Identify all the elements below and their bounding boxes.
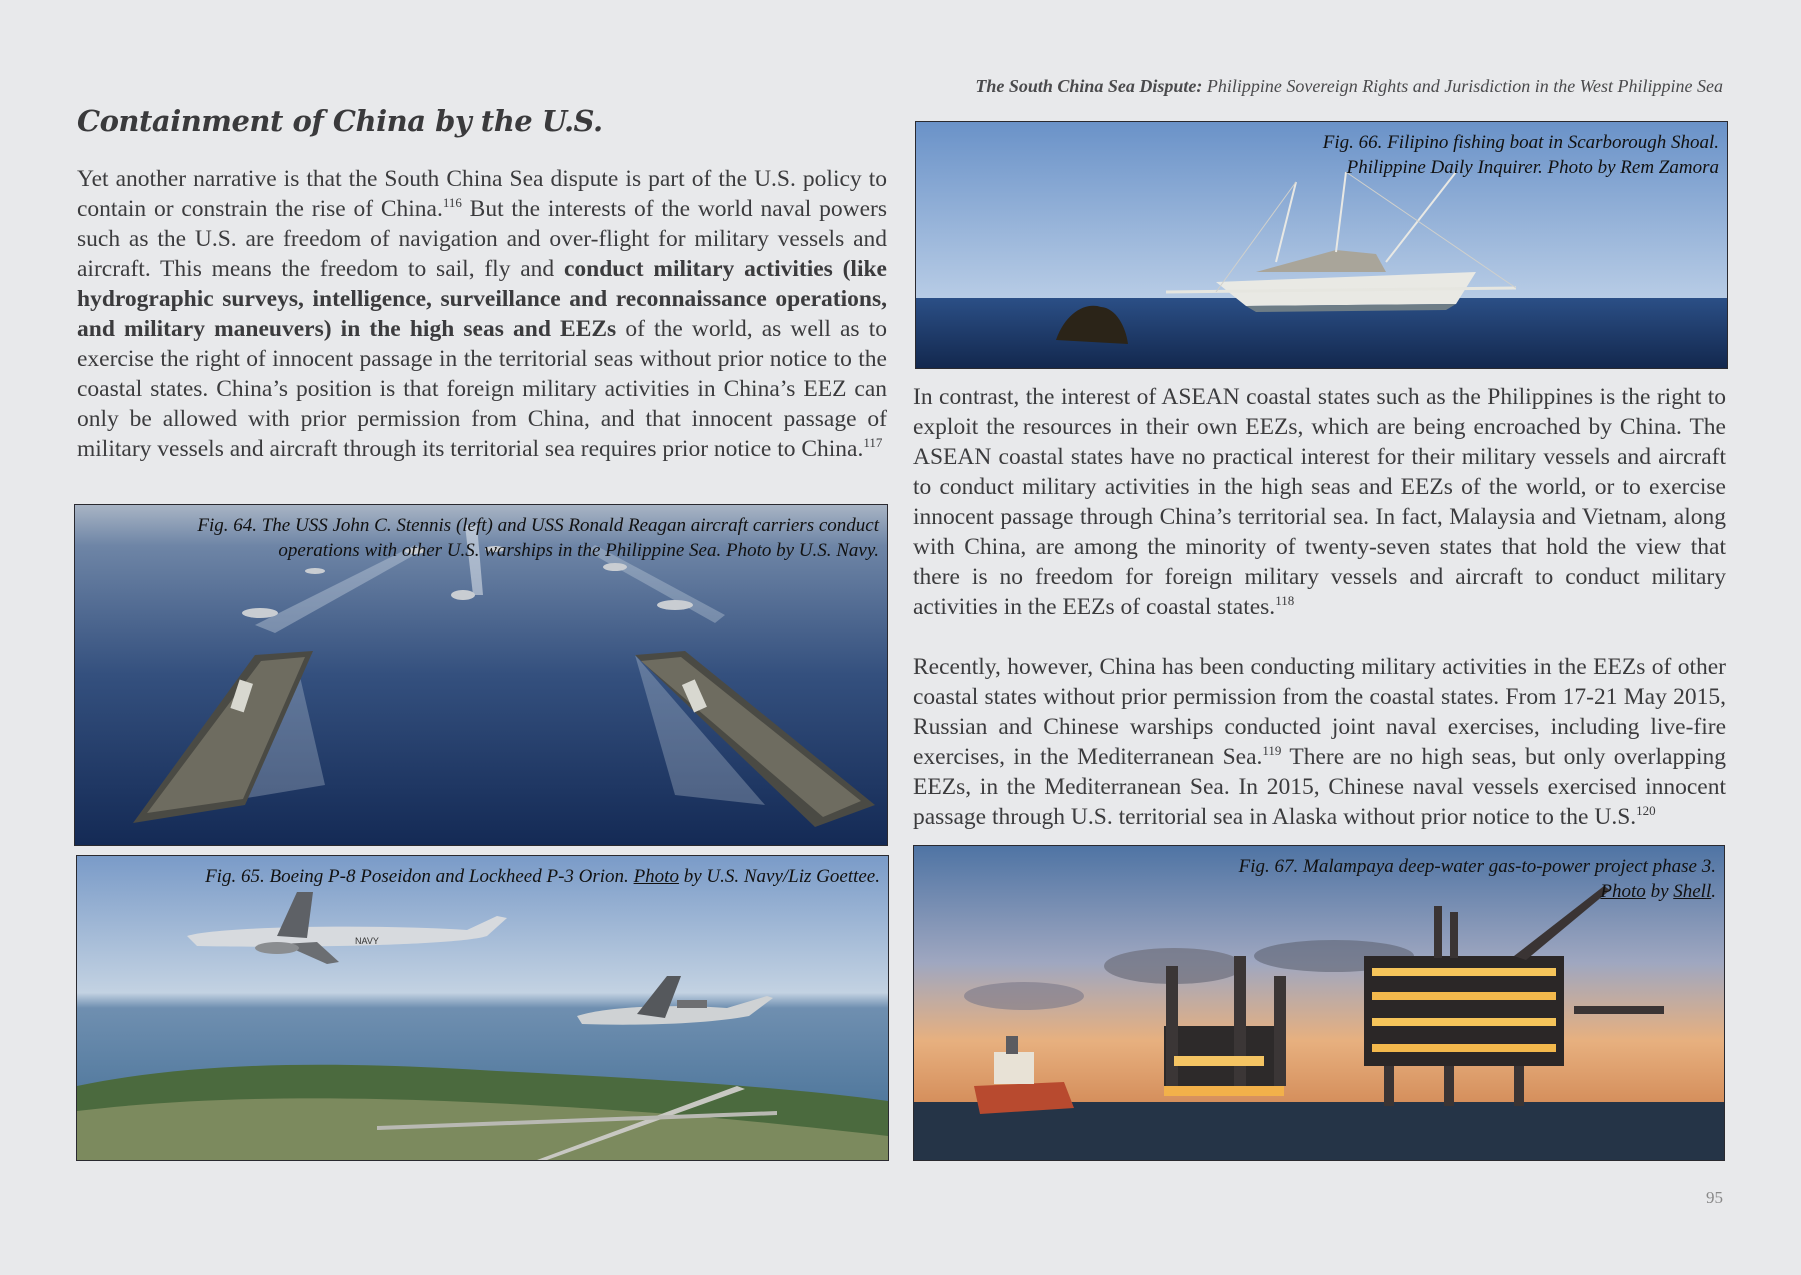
figure-67-caption-line-1: Fig. 67. Malampaya deep-water gas-to-power project phase 3. (1238, 856, 1716, 877)
running-head-subtitle: Philippine Sovereign Rights and Jurisdiction in the West Philippine Sea (1202, 76, 1723, 96)
footnote-ref-117[interactable]: 117 (863, 435, 883, 451)
right-paragraph-1 (913, 382, 1726, 622)
footnote-ref-118[interactable]: 118 (1275, 593, 1295, 609)
footnote-ref-119[interactable]: 119 (1262, 743, 1282, 759)
left-paragraph (77, 164, 887, 464)
left-paragraph-text-2: But the interests of the world naval powers such as the U.S. are freedom of navigation and over-flight for military vessels and aircraft. This means the freedom to sail, fly and (77, 196, 887, 282)
figure-64 (74, 504, 888, 846)
right-paragraph-2-text-1: Recently, however, China has been conducting military activities in the EEZs of other coastal states without prior permission from the coastal states. From 17-21 May 2015, Russian and Chinese warships conducted joint naval exercises, including live-fire exercises, in the Mediterranean Sea. (913, 654, 1726, 770)
figure-66 (915, 121, 1728, 369)
figure-65-caption (205, 864, 880, 889)
figure-65-photo-link[interactable]: Photo (633, 866, 679, 887)
figure-65-caption-credit: by U.S. Navy/Liz Goettee. (678, 866, 880, 887)
left-paragraph-text-3: of the world, as well as to exercise the right of innocent passage in the territorial seas without prior notice to the coastal states. China’s position is that foreign military activities in China’s EEZ can only be allowed with prior permission from China, and that innocent passage of military vessels and aircraft through its territorial sea requires prior notice to China. (77, 316, 887, 462)
navy-marking: NAVY (355, 936, 379, 946)
figure-67 (913, 845, 1725, 1161)
figure-67-shell-link[interactable]: Shell (1673, 881, 1712, 902)
running-head-book-title: The South China Sea Dispute: (975, 76, 1203, 96)
figure-64-caption-line-1: Fig. 64. The USS John C. Stennis (left) and USS Ronald Reagan aircraft carriers conduct (197, 515, 879, 536)
figure-67-by: by (1645, 881, 1674, 902)
figure-67-caption-line-2 (1239, 879, 1716, 904)
figure-66-caption-line-2: Philippine Daily Inquirer. Photo by Rem Zamora (1346, 157, 1719, 178)
right-paragraph-2-text-2: There are no high seas, but only overlapping EEZs, in the Mediterranean Sea. In 2015, Chinese naval vessels exercised innocent passage through U.S. territorial sea in Alaska without prior notice to the U.S. (913, 744, 1726, 830)
footnote-ref-116[interactable]: 116 (442, 195, 462, 211)
figure-65-photo (77, 856, 888, 1160)
footnote-ref-120[interactable]: 120 (1636, 803, 1656, 819)
running-head (975, 76, 1723, 97)
figure-64-caption-line-2: operations with other U.S. warships in the Philippine Sea. Photo by U.S. Navy. (278, 540, 879, 561)
figure-67-photo-link[interactable]: Photo (1600, 881, 1646, 902)
figure-65-caption-text: Fig. 65. Boeing P-8 Poseidon and Lockheed P-3 Orion. (205, 866, 634, 887)
figure-64-caption (197, 513, 879, 563)
figure-66-caption-line-1: Fig. 66. Filipino fishing boat in Scarborough Shoal. (1322, 132, 1719, 153)
figure-65 (76, 855, 889, 1161)
right-paragraph-2 (913, 652, 1726, 832)
left-paragraph-bold: conduct military activities (like hydrographic surveys, intelligence, surveillance and reconnaissance operations, and military maneuvers) in the high seas and EEZs (77, 256, 887, 342)
right-column (913, 382, 1726, 832)
figure-66-caption (1323, 130, 1719, 180)
figure-67-period: . (1711, 881, 1716, 902)
left-column (77, 104, 887, 464)
page-number: 95 (1706, 1188, 1723, 1207)
figure-67-caption (1239, 854, 1716, 904)
left-paragraph-text-1: Yet another narrative is that the South China Sea dispute is part of the U.S. policy to contain or constrain the rise of China. (77, 166, 887, 222)
section-title: Containment of China by the U.S. (77, 104, 603, 138)
right-paragraph-1-text: In contrast, the interest of ASEAN coastal states such as the Philippines is the right to exploit the resources in their own EEZs, which are being encroached by China. The ASEAN coastal states have no practical interest for their military vessels and aircraft to conduct military activities in the high seas and EEZs of the world, or to exercise innocent passage through China’s territorial sea. In fact, Malaysia and Vietnam, along with China, are among the minority of twenty-seven states that hold the view that there is no freedom for foreign military vessels and aircraft to conduct military activities in the EEZs of coastal states. (913, 384, 1726, 620)
